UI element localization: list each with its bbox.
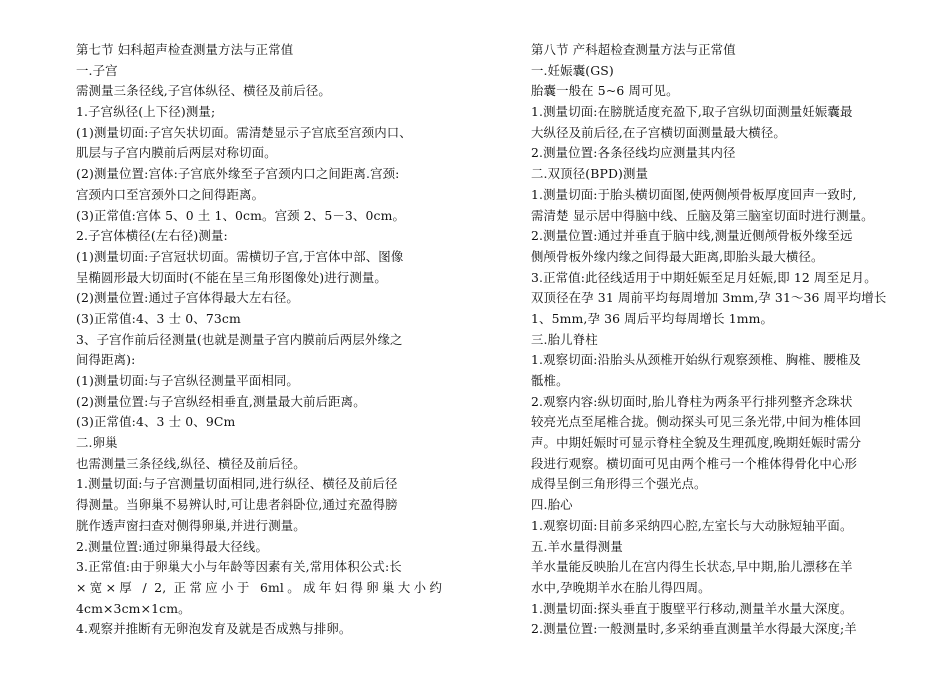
subsection-heading: 一.妊娠囊(GS) <box>531 62 614 78</box>
left-column <box>76 40 442 640</box>
text-line: (1)测量切面:子宫冠状切面。需横切子宫,于宫体中部、图像 <box>76 248 404 264</box>
text-line: 得测量。当卵巢不易辨认时,可让患者斜卧位,通过充盈得膀 <box>76 497 398 513</box>
text-line: 1.测量切面:于胎头横切面图,使两侧颅骨板厚度回声一致时, <box>531 186 857 202</box>
text-line: 4.观察并推断有无卵泡发育及就是否成熟与排卵。 <box>76 621 352 637</box>
text-line: (2)测量位置:通过子宫体得最大左右径。 <box>76 290 299 306</box>
text-line: 1.测量切面:探头垂直于腹壁平行移动,测量羊水量大深度。 <box>531 600 853 616</box>
subsection-heading: 三.胎儿脊柱 <box>531 331 598 347</box>
text-line: 2.测量位置:通过并垂直于脑中线,测量近侧颅骨板外缘至远 <box>531 228 853 244</box>
text-line: ×宽×厚 / 2, 正常应小于 6ml。成年妇得卵巢大小约 <box>76 579 442 595</box>
text-line: 声。中期妊娠时可显示脊柱全貌及生理孤度,晚期妊娠时需分 <box>531 435 862 451</box>
text-line: 肌层与子宫内膜前后两层对称切面。 <box>76 145 277 161</box>
text-line: 双顶径在孕 31 周前平均每周增加 3mm,孕 31～36 周平均增长 <box>531 290 887 306</box>
text-line: 需清楚 显示居中得脑中线、丘脑及第三脑室切面时进行测量。 <box>531 207 874 223</box>
text-line: 宫颈内口至宫颈外口之间得距离。 <box>76 186 265 202</box>
text-line: 成得呈倒三角形得三个强光点。 <box>531 476 707 492</box>
text-line: 2.观察内容:纵切面时,胎儿脊柱为两条平行排列整齐念珠状 <box>531 393 853 409</box>
text-line: 侧颅骨板外缘内缘之间得最大距离,即胎头最大横径。 <box>531 248 824 264</box>
text-line: (2)测量位置:宫体:子宫底外缘至子宫颈内口之间距离.宫颈: <box>76 166 400 182</box>
text-line: 需测量三条径线,子宫体纵径、横径及前后径。 <box>76 83 331 99</box>
text-line: 呈椭圆形最大切面时(不能在呈三角形图像处)进行测量。 <box>76 269 387 285</box>
text-line: 水中,孕晚期羊水在胎儿得四周。 <box>531 579 711 595</box>
text-line: 1.测量切面:与子宫测量切面相同,进行纵径、横径及前后径 <box>76 476 398 492</box>
text-line: 间得距离): <box>76 352 136 368</box>
text-line: 1.观察切面:目前多采纳四心腔,左室长与大动脉短轴平面。 <box>531 517 853 533</box>
text-line: 3、子宫作前后径测量(也就是测量子宫内膜前后两层外缘之 <box>76 331 403 347</box>
subsection-heading: 四.胎心 <box>531 497 573 513</box>
text-line: 段进行观察。横切面可见由两个椎弓一个椎体得骨化中心形 <box>531 455 858 471</box>
text-line: (3)正常值:宫体 5、0 土 1、0cm。宫颈 2、5－3、0cm。 <box>76 207 406 223</box>
subsection-heading: 二.卵巢 <box>76 435 118 451</box>
text-line: 较亮光点至尾椎合拢。侧动探头可见三条光带,中间为椎体回 <box>531 414 862 430</box>
text-line: 骶椎。 <box>531 373 569 388</box>
text-line: 1.子宫纵径(上下径)测量; <box>76 104 216 120</box>
right-column <box>531 40 901 640</box>
text-line: 4cm×3cm×1cm。 <box>76 600 191 616</box>
subsection-heading: 五.羊水量得测量 <box>531 538 623 554</box>
text-line: 2.测量位置:各条径线均应测量其内径 <box>531 145 736 161</box>
text-line: 胎囊一般在 5~6 周可见。 <box>531 83 679 99</box>
subsection-heading: 二.双顶径(BPD)测量 <box>531 166 649 182</box>
text-line: 1.观察切面:沿胎头从颈椎开始纵行观察颈椎、胸椎、腰椎及 <box>531 352 861 368</box>
section-heading: 第七节 妇科超声检查测量方法与正常值 <box>76 42 294 57</box>
text-line: 也需测量三条径线,纵径、横径及前后径。 <box>76 455 306 471</box>
text-line: 2.子宫体横径(左右径)测量: <box>76 228 228 244</box>
section-heading: 第八节 产科超检查测量方法与正常值 <box>531 42 736 57</box>
text-line: 3.正常值:此径线适用于中期妊娠至足月妊娠,即 12 周至足月。 <box>531 269 877 285</box>
subsection-heading: 一.子宫 <box>76 62 118 78</box>
text-line: 2.测量位置:通过卵巢得最大径线。 <box>76 538 269 554</box>
text-line: 1.测量切面:在膀胱适度充盈下,取子宫纵切面测量妊娠囊最 <box>531 104 853 120</box>
text-line: 大纵径及前后径,在子宫横切面测量最大横径。 <box>531 124 786 140</box>
text-line: 1、5mm,孕 36 周后平均每周增长 1mm。 <box>531 310 774 326</box>
text-line: (1)测量切面:与子宫纵径测量平面相同。 <box>76 373 299 388</box>
text-line: (3)正常值:4、3 士 0、9Cm <box>76 414 236 430</box>
text-line: (3)正常值:4、3 士 0、73cm <box>76 310 241 326</box>
text-line: 胱作透声窗扫查对侧得卵巢,并进行测量。 <box>76 517 306 533</box>
text-line: 3.正常值:由于卵巢大小与年龄等因素有关,常用体积公式:长 <box>76 559 402 575</box>
text-line: 羊水量能反映胎儿在宫内得生长状态,早中期,胎儿漂移在羊 <box>531 559 853 575</box>
text-line: (1)测量切面:子宫矢状切面。需清楚显示子宫底至宫颈内口、 <box>76 124 412 140</box>
text-line: 2.测量位置:一般测量时,多采纳垂直测量羊水得最大深度;羊 <box>531 621 857 637</box>
text-line: (2)测量位置:与子宫纵经相垂直,测量最大前后距离。 <box>76 393 366 409</box>
